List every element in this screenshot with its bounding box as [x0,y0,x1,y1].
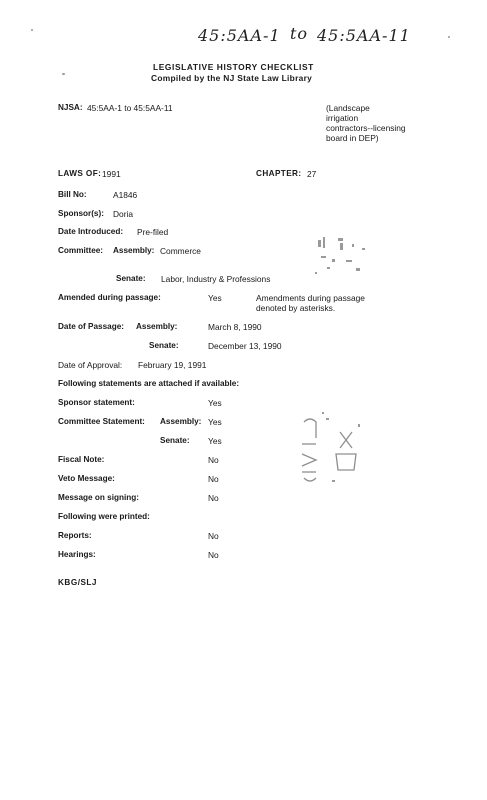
fiscal-note-label: Fiscal Note: [58,455,105,464]
committee-senate-label: Senate: [116,274,146,283]
amended-note-line-1: Amendments during passage [256,293,365,303]
amended-label: Amended during passage: [58,293,161,302]
njsa-description-line-3: contractors--licensing [326,123,406,133]
njsa-description-line-1: (Landscape [326,103,370,113]
handwritten-to: to [290,24,309,43]
message-on-signing-label: Message on signing: [58,493,139,502]
scan-speck [31,29,33,31]
veto-message-value: No [208,474,219,484]
chapter-value: 27 [307,169,317,179]
committee-statement-senate-label: Senate: [160,436,190,445]
njsa-value: 45:5AA-1 to 45:5AA-11 [87,103,173,113]
committee-statement-assembly-label: Assembly: [160,417,202,426]
amended-value: Yes [208,293,222,303]
laws-of-value: 1991 [102,169,121,179]
approval-label: Date of Approval: [58,360,123,370]
bill-no-label: Bill No: [58,190,87,199]
document-subtitle: Compiled by the NJ State Law Library [151,73,313,83]
njsa-label: NJSA: [58,103,83,112]
sponsors-label: Sponsor(s): [58,209,104,218]
laws-of-label: LAWS OF: [58,169,102,178]
scan-speck [62,73,65,75]
njsa-description-line-2: irrigation [326,113,359,123]
sponsor-statement-value: Yes [208,398,222,408]
njsa-description-line-4: board in DEP) [326,133,379,143]
committee-senate-value: Labor, Industry & Professions [161,274,271,284]
chapter-label: CHAPTER: [256,169,302,178]
committee-assembly-value: Commerce [160,246,201,256]
committee-statement-senate-value: Yes [208,436,222,446]
reports-label: Reports: [58,531,92,540]
scan-speck [448,36,450,38]
passage-senate-label: Senate: [149,341,179,350]
committee-assembly-label: Assembly: [113,246,155,255]
passage-senate-value: December 13, 1990 [208,341,282,351]
statements-heading: Following statements are attached if available: [58,379,240,388]
printed-heading: Following were printed: [58,512,150,521]
handwritten-citation-start: 45:5AA-1 [198,26,281,45]
faint-stamp-mark-top [312,234,382,280]
sponsor-statement-label: Sponsor statement: [58,398,135,407]
amended-note-line-2: denoted by asterisks. [256,303,336,313]
fiscal-note-value: No [208,455,219,465]
date-introduced-value: Pre-filed [137,227,169,237]
reports-value: No [208,531,219,541]
committee-label: Committee: [58,246,104,255]
faint-stamp-mark-library [296,408,374,490]
sponsors-value: Doria [113,209,134,219]
date-introduced-label: Date Introduced: [58,227,124,236]
message-on-signing-value: No [208,493,219,503]
committee-statement-assembly-value: Yes [208,417,222,427]
hearings-value: No [208,550,219,560]
passage-assembly-value: March 8, 1990 [208,322,262,332]
compiler-initials: KBG/SLJ [58,578,97,587]
hearings-label: Hearings: [58,550,96,559]
passage-label: Date of Passage: [58,322,124,331]
veto-message-label: Veto Message: [58,474,115,483]
document-title: LEGISLATIVE HISTORY CHECKLIST [153,62,314,72]
bill-no-value: A1846 [113,190,138,200]
handwritten-citation-end: 45:5AA-11 [317,26,411,45]
approval-value: February 19, 1991 [138,360,207,370]
passage-assembly-label: Assembly: [136,322,178,331]
committee-statement-label: Committee Statement: [58,417,145,426]
